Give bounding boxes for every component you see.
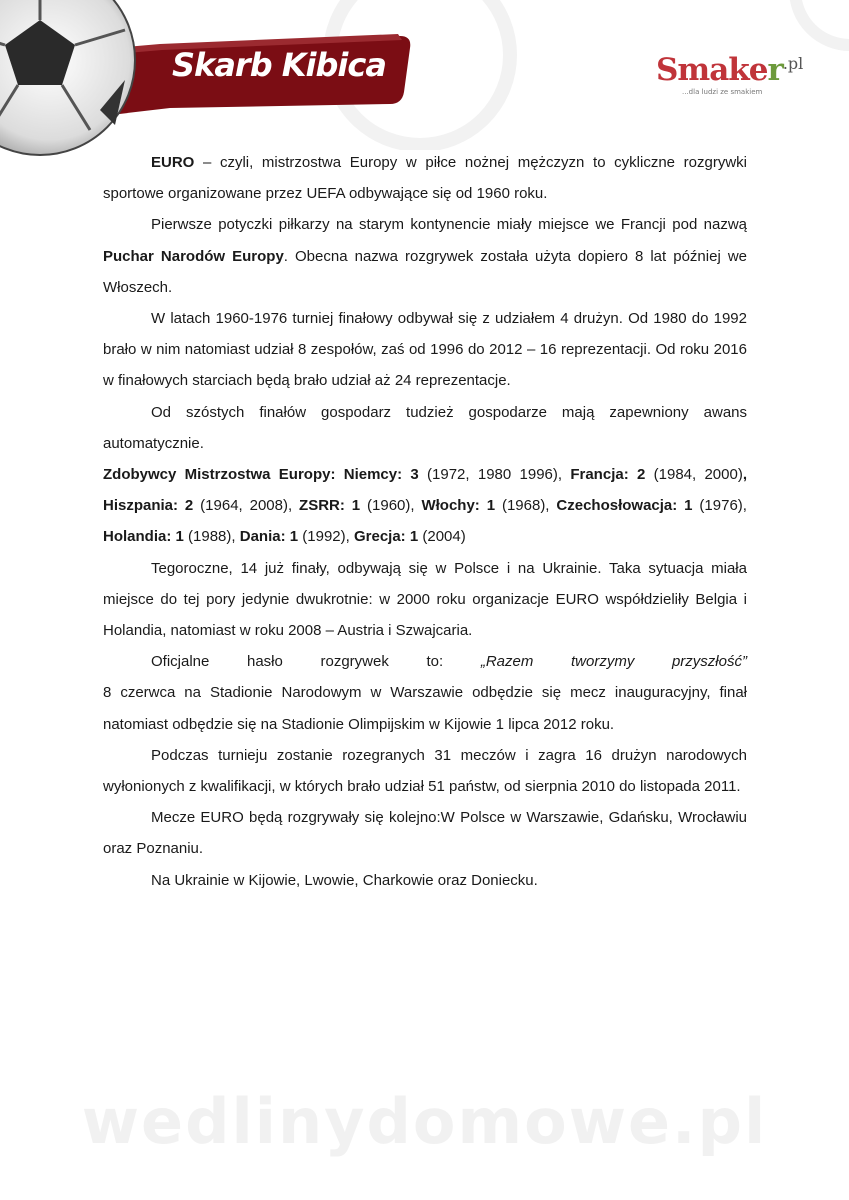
paragraph-teams: W latach 1960-1976 turniej finałowy odbywał się z udziałem 4 drużyn. Od 1980 do 1992 brało w nim natomiast udział 8 zespołów, zaś od 1996 do 2012 – 16 reprezentacji. Od roku 2016 w finałowych starciach będą brało udział aż 24 reprezentacje. xyxy=(103,310,747,390)
football-ball-icon xyxy=(0,0,140,160)
paragraph-winners: Zdobywcy Mistrzostwa Europy: Niemcy: 3 (1972, 1980 1996), Francja: 2 (1984, 2000), Hiszpania: 2 (1964, 2008), ZSRR: 1 (1960), Włochy: 1 (1968), Czechosłowacja: 1 (1976), Holandia: 1 (1988), Dania: 1 (1992), Grecja: 1 (2004) xyxy=(103,466,747,546)
paragraph-slogan: Oficjalne hasło rozgrywek to: „Razem tworzymy przyszłość” xyxy=(151,653,747,671)
logo-text: Smaker xyxy=(656,52,783,88)
paragraph-current: Tegoroczne, 14 już finały, odbywają się w Polsce i na Ukrainie. Taka sytuacja miała miejsce do tej pory jedynie dwukrotnie: w 2000 roku organizacje EURO współdzieliły Belgia i Holandia, natomiast w roku 2008 – Austria i Szwajcaria. xyxy=(103,559,747,640)
paragraph-poland: Mecze EURO będą rozgrywały się kolejno:W Polsce w Warszawie, Gdańsku, Wrocławiu oraz Poznaniu. xyxy=(103,809,747,858)
paragraph-ukraine: Na Ukrainie w Kijowie, Lwowie, Charkowie oraz Doniecku. xyxy=(151,871,538,889)
paragraph-intro: EURO – czyli, mistrzostwa Europy w piłce nożnej mężczyzn to cykliczne rozgrywki sportowe organizowane przez UEFA odbywające się od 1960 roku. xyxy=(103,154,747,203)
paragraph-tournament: Podczas turnieju zostanie rozegranych 31 meczów i zagra 16 drużyn narodowych wyłonionych z kwalifikacji, w których brało udział 51 państw, od sierpnia 2010 do listopada 2011. xyxy=(103,746,747,796)
paragraph-venues: 8 czerwca na Stadionie Narodowym w Warszawie odbędzie się mecz inauguracyjny, finał natomiast odbędzie się na Stadionie Olimpijskim w Kijowie 1 lipca 2012 roku. xyxy=(103,684,747,733)
paragraph-hosts: Od szóstych finałów gospodarz tudzież gospodarze mają zapewniony awans automatycznie. xyxy=(103,403,747,452)
header-title: Skarb Kibica xyxy=(172,46,386,84)
article-body xyxy=(103,147,747,896)
logo-tagline: ...dla ludzi ze smakiem xyxy=(682,88,763,96)
smaker-logo[interactable] xyxy=(656,52,804,96)
logo-domain: .pl xyxy=(782,54,804,73)
paragraph-history: Pierwsze potyczki piłkarzy na starym kontynencie miały miejsce we Francji pod nazwą Puchar Narodów Europy. Obecna nazwa rozgrywek została użyta dopiero 8 lat później we Włoszech. xyxy=(103,216,747,296)
watermark: wedlinydomowe.pl xyxy=(81,1085,768,1158)
